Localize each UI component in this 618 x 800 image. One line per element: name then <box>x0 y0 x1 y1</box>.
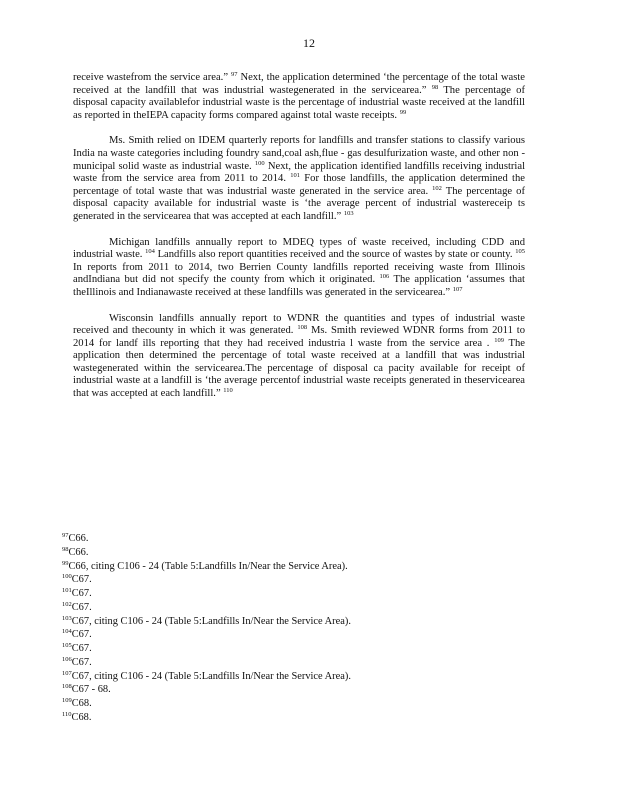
footnote-reference: 105 <box>515 248 525 256</box>
footnote <box>62 601 522 615</box>
body-text <box>73 72 525 414</box>
footnote <box>62 642 522 656</box>
paragraph-text: Ms. Smith relied on IDEM quarterly reports for landfills and transfer stations to classify various India na waste categories including foundry sand,coal ash,flue - gas desulfurization waste, and other non - municipal solid waste as industrial waste. <box>73 135 525 172</box>
body-paragraph <box>73 313 525 401</box>
paragraph-text: Ms. Smith reviewed WDNR forms from 2011 to 2014 for landf ills reporting that they had received industria l waste from the service area . <box>73 325 525 349</box>
footnote-text: C67. <box>71 588 92 599</box>
paragraph-text: The application then determined the percentage of total waste received at a landfill that was industrial wastegenerated within the servicearea.The percentage of disposal ca pacity available for receipt of industrial waste at a landfill is ‘the average percentof industrial waste receipts generated in theservicearea that was accepted at each landfill.” <box>73 337 525 400</box>
footnote <box>62 615 522 629</box>
footnote <box>62 560 522 574</box>
footnote-number: 105 <box>62 642 72 649</box>
footnote-reference: 104 <box>145 248 155 256</box>
footnote-number: 108 <box>62 683 72 691</box>
footnote-reference: 100 <box>254 159 265 167</box>
paragraph-text: The percentage of disposal capacity availablefor industrial waste is the percentage of industrial waste received at the landfill as reported in theIEPA capacity forms compared against total waste receipts. <box>73 84 526 121</box>
footnote-number: 98 <box>62 545 69 553</box>
paragraph-text: Next, the application determined ‘the percentage of the total waste received at the landfill that was industrial wastegenerated in the servicearea.” <box>73 72 525 96</box>
paragraph-text: Next, the application identified landfills receiving industrial waste from the service area from 2011 to 2014. <box>73 160 526 185</box>
footnote-text: C67. <box>71 656 92 668</box>
paragraph-text: The application ‘assumes that theIllinois and Indianawaste received at these landfills was generated in the servicearea.” <box>73 274 525 298</box>
footnote-text: C67. <box>71 629 92 641</box>
footnote-number: 100 <box>62 573 72 581</box>
paragraph-text: Wisconsin landfills annually report to WDNR the quantities and types of industrial waste received and thecounty in which it was generated. <box>73 312 525 337</box>
footnote-text: C67 - 68. <box>71 684 111 696</box>
footnote-number: 97 <box>62 532 69 539</box>
body-paragraph <box>73 135 525 223</box>
footnote-text: C67, citing C106 - 24 (Table 5:Landfills In/Near the Service Area). <box>71 615 351 627</box>
footnote-reference: 97 <box>230 71 238 78</box>
footnote-text: C68. <box>71 711 92 723</box>
footnote-number: 107 <box>62 669 72 677</box>
footnote <box>62 573 522 587</box>
page-number: 12 <box>303 36 315 50</box>
footnote <box>62 697 522 711</box>
footnote <box>62 683 522 697</box>
footnote-number: 103 <box>62 614 72 622</box>
footnote-text: C67. <box>71 643 92 654</box>
footnote-reference: 106 <box>379 273 390 281</box>
footnote <box>62 656 522 670</box>
paragraph-text: The percentage of disposal capacity available for industrial waste is ‘the average percent of industrial wastereceip ts generated in the servicearea that was accepted at each landfill.” <box>73 185 525 222</box>
footnote-reference: 109 <box>494 336 504 344</box>
footnote-number: 110 <box>62 710 72 718</box>
footnote-number: 101 <box>62 587 72 594</box>
footnote-number: 109 <box>62 697 72 704</box>
footnote-text: C67, citing C106 - 24 (Table 5:Landfills In/Near the Service Area). <box>71 670 351 682</box>
footnote-reference: 110 <box>223 387 233 395</box>
paragraph-text: receive wastefrom the service area.” <box>73 72 231 83</box>
footnote-reference: 101 <box>290 172 300 180</box>
footnote <box>62 628 522 642</box>
footnote <box>62 532 522 546</box>
paragraph-text: Michigan landfills annually report to MDEQ types of waste received, including CDD and industrial waste. <box>73 236 525 261</box>
footnote-reference: 99 <box>399 108 407 116</box>
footnote-text: C67. <box>71 574 92 586</box>
footnote-text: C66. <box>68 533 89 544</box>
footnote <box>62 711 522 725</box>
footnote-reference: 98 <box>431 83 439 91</box>
footnote <box>62 670 522 684</box>
footnote-number: 106 <box>62 655 72 663</box>
footnote-reference: 107 <box>452 285 463 293</box>
footnote-text: C66. <box>68 546 89 558</box>
footnote-text: C66, citing C106 - 24 (Table 5:Landfills In/Near the Service Area). <box>68 560 348 572</box>
paragraph-text: In reports from 2011 to 2014, two Berrien County landfills reported receiving waste from Illinois andIndiana but did not specify the county from which it originated. <box>73 261 525 286</box>
paragraph-text: For those landfills, the application determined the percentage of total waste that was industrial waste generated in the service area. <box>73 173 525 197</box>
footnotes <box>62 532 522 725</box>
footnote-reference: 102 <box>432 184 442 192</box>
body-paragraph <box>73 237 525 300</box>
footnote-text: C67. <box>71 601 92 613</box>
footnote-number: 104 <box>62 628 72 636</box>
body-paragraph <box>73 72 525 122</box>
paragraph-text: Landfills also report quantities received and the source of wastes by state or county. <box>154 249 516 261</box>
footnote-reference: 103 <box>343 209 354 217</box>
footnote-reference: 108 <box>297 324 308 332</box>
footnote <box>62 587 522 601</box>
footnote-text: C68. <box>71 698 92 709</box>
footnote <box>62 546 522 560</box>
footnote-number: 102 <box>62 600 72 608</box>
footnote-number: 99 <box>62 559 69 567</box>
